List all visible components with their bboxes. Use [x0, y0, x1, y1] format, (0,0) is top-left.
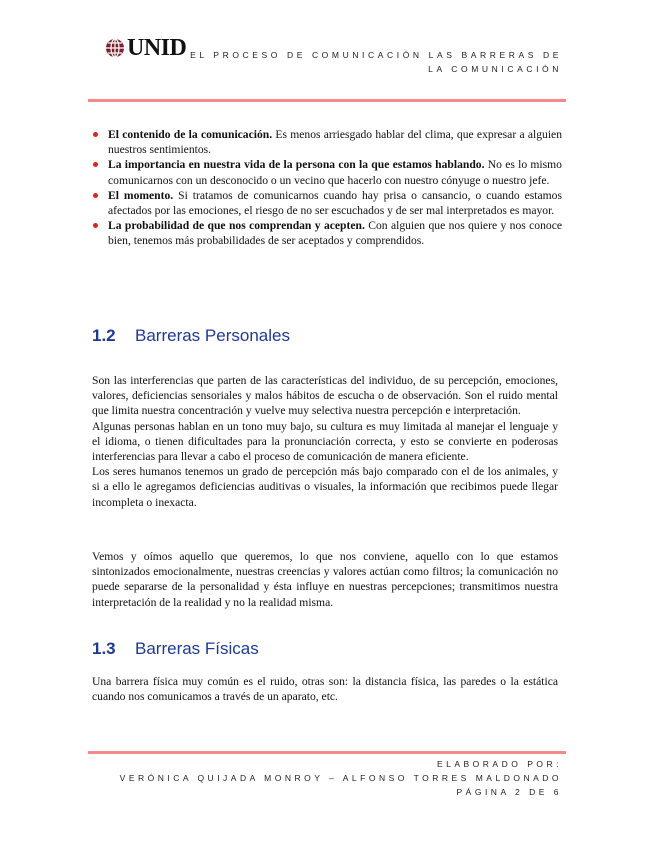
- page-header: [0, 0, 655, 110]
- header-rule: [88, 99, 566, 102]
- bullet-list: [92, 127, 562, 249]
- unid-logo: [105, 35, 187, 61]
- bullet-text: No es lo mismo comunicarnos con un desconocido o un vecino que hacerlo con nuestro cónyuge o nuestro jefe.: [108, 158, 562, 187]
- section-heading-1-3: [92, 639, 259, 659]
- section-heading-1-2: [92, 326, 290, 346]
- list-item: [92, 127, 562, 157]
- paragraph: Algunas personas hablan en un tono muy bajo, su cultura es muy limitada al manejar el lenguaje y el idioma, o tienen dificultades para la pronunciación correcta, y esto se convierte en poderosas interferencias para llevar a cabo el proceso de comunicación de manera eficiente.: [92, 419, 558, 464]
- header-title-line1: EL PROCESO DE COMUNICACIÓN LAS BARRERAS DE: [190, 50, 562, 60]
- bullet-dot-icon: [93, 223, 98, 228]
- bullet-dot-icon: [93, 132, 98, 137]
- section-1-3-paragraph: [92, 674, 558, 704]
- bullet-dot-icon: [93, 162, 98, 167]
- bullet-text: Si tratamos de comunicarnos cuando hay prisa o cansancio, o cuando estamos afectados por las emociones, el riesgo de no ser escuchados y de ser mal interpretados es mayor.: [108, 188, 562, 218]
- bullet-text: Con alguien que nos quiere y nos conoce bien, tenemos más probabilidades de ser aceptados y comprendidos.: [108, 219, 562, 248]
- list-item: [92, 218, 562, 248]
- bullet-text: Es menos arriesgado hablar del clima, que expresar a alguien nuestros sentimientos.: [108, 128, 562, 157]
- footer-authors: VERÓNICA QUIJADA MONROY – ALFONSO TORRES MALDONADO: [119, 773, 562, 783]
- list-item: [92, 188, 562, 218]
- footer-line1: ELABORADO POR:: [436, 759, 562, 769]
- bullet-bold: La importancia en nuestra vida de la persona con la que estamos hablando.: [108, 158, 485, 172]
- globe-icon: [105, 38, 125, 58]
- bullet-dot-icon: [93, 193, 98, 198]
- list-item: [92, 157, 562, 187]
- section-1-2-paragraphs-a: [92, 373, 558, 510]
- header-title: [182, 48, 562, 76]
- header-title-line2: LA COMUNICACIÓN: [428, 64, 562, 74]
- section-1-2-paragraph-b: [92, 549, 558, 610]
- section-number: 1.3: [92, 639, 116, 658]
- paragraph: Una barrera física muy común es el ruido, otras son: la distancia física, las paredes o la estática cuando nos comunicamos a través de un aparato, etc.: [92, 675, 558, 704]
- section-title: Barreras Físicas: [135, 639, 259, 658]
- logo-text: UNID: [127, 35, 187, 61]
- section-title: Barreras Personales: [135, 326, 290, 345]
- footer-page-number: PÁGINA 2 DE 6: [456, 787, 562, 797]
- bullet-bold: La probabilidad de que nos comprendan y acepten.: [108, 219, 365, 233]
- page-footer: [92, 757, 562, 799]
- section-number: 1.2: [92, 326, 116, 345]
- bullet-bold: El contenido de la comunicación.: [108, 128, 273, 141]
- paragraph: Vemos y oímos aquello que queremos, lo que nos conviene, aquello con lo que estamos sintonizados emocionalmente, nuestras creencias y valores actúan como filtros; la comunicación no puede separarse de la personalidad y ésta influye en nuestras percepciones; transmitimos nuestra interpretación de la realidad y no la realidad misma.: [92, 550, 558, 609]
- footer-rule: [88, 751, 566, 754]
- bullet-bold: El momento.: [108, 188, 174, 202]
- paragraph: Son las interferencias que parten de las características del individuo, de su percepción, emociones, valores, deficiencias sensoriales y malos hábitos de escucha o de observación. Son el ruido mental que limita nuestra concentración y vuelve muy selectiva nuestra percepción e interpretación.: [92, 374, 558, 418]
- paragraph: Los seres humanos tenemos un grado de percepción más bajo comparado con el de los animales, y si a ello le agregamos deficiencias auditivas o visuales, la información que recibimos puede llegar incompleta o inexacta.: [92, 465, 558, 509]
